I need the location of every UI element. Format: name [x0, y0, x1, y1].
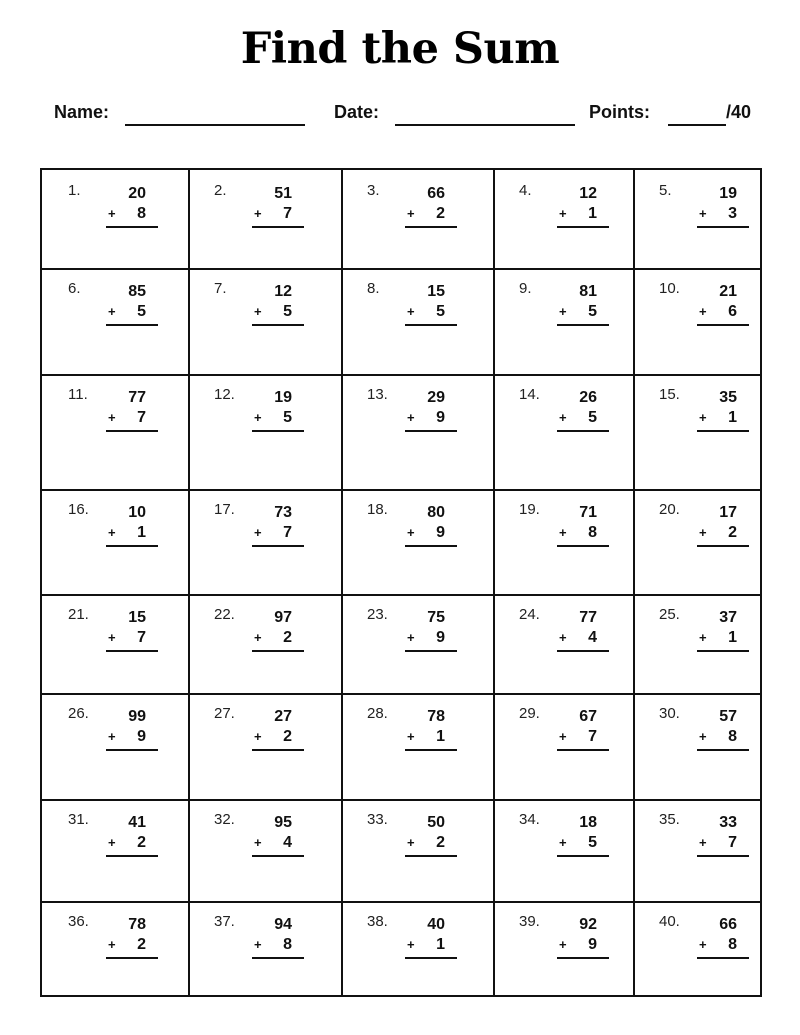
first-addend: 78: [427, 708, 445, 725]
plus-sign: +: [108, 937, 116, 952]
second-addend-row: [405, 204, 457, 228]
problem-cell[interactable]: [633, 489, 762, 594]
addition-problem: [557, 388, 609, 432]
plus-sign: +: [108, 206, 116, 221]
problem-number: 6.: [68, 280, 81, 297]
problem-cell[interactable]: [188, 594, 341, 693]
first-addend: 80: [427, 504, 445, 521]
first-addend: 33: [719, 814, 737, 831]
problem-number: 27.: [214, 705, 235, 722]
plus-sign: +: [407, 835, 415, 850]
first-addend: 78: [128, 916, 146, 933]
addition-problem: [106, 388, 158, 432]
second-addend: 5: [588, 834, 597, 851]
addition-problem: [557, 707, 609, 751]
first-addend: 29: [427, 389, 445, 406]
problem-cell[interactable]: [341, 901, 493, 995]
problem-number: 38.: [367, 913, 388, 930]
problem-cell[interactable]: [493, 489, 633, 594]
problem-number: 29.: [519, 705, 540, 722]
second-addend-row: [557, 628, 609, 652]
problem-number: 34.: [519, 811, 540, 828]
second-addend-row: [697, 523, 749, 547]
second-addend: 2: [283, 629, 292, 646]
plus-sign: +: [254, 206, 262, 221]
second-addend: 2: [283, 728, 292, 745]
plus-sign: +: [254, 410, 262, 425]
second-addend: 1: [436, 728, 445, 745]
second-addend: 6: [728, 303, 737, 320]
first-addend: 21: [719, 283, 737, 300]
addition-problem: [405, 282, 457, 326]
problem-number: 21.: [68, 606, 89, 623]
second-addend-row: [405, 302, 457, 326]
second-addend-row: [252, 628, 304, 652]
first-addend: 66: [719, 916, 737, 933]
plus-sign: +: [699, 304, 707, 319]
first-addend: 15: [427, 283, 445, 300]
second-addend-row: [405, 628, 457, 652]
addition-problem: [557, 813, 609, 857]
problem-cell[interactable]: [188, 799, 341, 901]
first-addend: 77: [128, 389, 146, 406]
second-addend-row: [697, 204, 749, 228]
problem-number: 3.: [367, 182, 380, 199]
problem-number: 30.: [659, 705, 680, 722]
addition-problem: [557, 503, 609, 547]
plus-sign: +: [108, 525, 116, 540]
second-addend: 5: [283, 409, 292, 426]
problem-number: 23.: [367, 606, 388, 623]
addition-problem: [252, 915, 304, 959]
second-addend: 5: [436, 303, 445, 320]
addition-problem: [405, 388, 457, 432]
second-addend: 2: [728, 524, 737, 541]
addition-problem: [557, 608, 609, 652]
second-addend-row: [405, 833, 457, 857]
second-addend: 7: [137, 409, 146, 426]
addition-problem: [697, 388, 749, 432]
addition-problem: [697, 184, 749, 228]
problem-cell[interactable]: [341, 170, 493, 268]
first-addend: 15: [128, 609, 146, 626]
problem-cell[interactable]: [633, 268, 762, 374]
first-addend: 97: [274, 609, 292, 626]
problem-grid: [40, 168, 762, 997]
plus-sign: +: [254, 630, 262, 645]
addition-problem: [405, 184, 457, 228]
first-addend: 50: [427, 814, 445, 831]
second-addend-row: [252, 408, 304, 432]
second-addend: 7: [137, 629, 146, 646]
second-addend: 5: [283, 303, 292, 320]
addition-problem: [106, 282, 158, 326]
problem-number: 24.: [519, 606, 540, 623]
plus-sign: +: [254, 729, 262, 744]
addition-problem: [405, 707, 457, 751]
plus-sign: +: [108, 304, 116, 319]
addition-problem: [405, 608, 457, 652]
second-addend: 9: [436, 409, 445, 426]
problem-cell[interactable]: [341, 268, 493, 374]
addition-problem: [697, 813, 749, 857]
second-addend: 9: [137, 728, 146, 745]
second-addend: 8: [728, 936, 737, 953]
first-addend: 27: [274, 708, 292, 725]
second-addend: 8: [728, 728, 737, 745]
plus-sign: +: [407, 410, 415, 425]
second-addend: 7: [283, 205, 292, 222]
plus-sign: +: [559, 410, 567, 425]
first-addend: 57: [719, 708, 737, 725]
addition-problem: [697, 282, 749, 326]
second-addend-row: [405, 935, 457, 959]
plus-sign: +: [407, 525, 415, 540]
problem-cell[interactable]: [633, 693, 762, 799]
first-addend: 19: [274, 389, 292, 406]
plus-sign: +: [254, 937, 262, 952]
second-addend-row: [106, 408, 158, 432]
plus-sign: +: [559, 206, 567, 221]
name-label: Name:: [54, 102, 110, 122]
second-addend: 2: [436, 205, 445, 222]
problem-cell[interactable]: [188, 374, 341, 489]
first-addend: 77: [579, 609, 597, 626]
problem-number: 40.: [659, 913, 680, 930]
first-addend: 17: [719, 504, 737, 521]
problem-cell[interactable]: [188, 901, 341, 995]
problem-number: 16.: [68, 501, 89, 518]
problem-cell[interactable]: [341, 693, 493, 799]
problem-cell[interactable]: [188, 170, 341, 268]
plus-sign: +: [559, 937, 567, 952]
second-addend-row: [106, 302, 158, 326]
second-addend: 2: [137, 936, 146, 953]
first-addend: 66: [427, 185, 445, 202]
second-addend-row: [697, 727, 749, 751]
first-addend: 37: [719, 609, 737, 626]
second-addend-row: [557, 302, 609, 326]
second-addend: 2: [436, 834, 445, 851]
problem-number: 11.: [68, 386, 88, 403]
first-addend: 19: [719, 185, 737, 202]
second-addend-row: [697, 935, 749, 959]
plus-sign: +: [559, 630, 567, 645]
second-addend-row: [557, 833, 609, 857]
addition-problem: [252, 184, 304, 228]
addition-problem: [252, 388, 304, 432]
first-addend: 99: [128, 708, 146, 725]
problem-number: 32.: [214, 811, 235, 828]
plus-sign: +: [407, 729, 415, 744]
addition-problem: [252, 608, 304, 652]
problem-cell[interactable]: [493, 901, 633, 995]
plus-sign: +: [699, 630, 707, 645]
problem-cell[interactable]: [42, 901, 188, 995]
second-addend: 1: [588, 205, 597, 222]
second-addend-row: [557, 727, 609, 751]
problem-number: 26.: [68, 705, 89, 722]
first-addend: 71: [579, 504, 597, 521]
first-addend: 51: [274, 185, 292, 202]
second-addend-row: [557, 204, 609, 228]
second-addend-row: [106, 628, 158, 652]
addition-problem: [106, 184, 158, 228]
addition-problem: [697, 915, 749, 959]
second-addend-row: [106, 833, 158, 857]
problem-cell[interactable]: [42, 374, 188, 489]
addition-problem: [106, 915, 158, 959]
problem-cell[interactable]: [188, 268, 341, 374]
problem-number: 8.: [367, 280, 380, 297]
date-field[interactable]: [395, 124, 575, 126]
addition-problem: [557, 184, 609, 228]
addition-problem: [697, 608, 749, 652]
addition-problem: [405, 915, 457, 959]
plus-sign: +: [407, 630, 415, 645]
problem-number: 10.: [659, 280, 680, 297]
second-addend-row: [557, 935, 609, 959]
second-addend: 5: [588, 303, 597, 320]
second-addend: 5: [137, 303, 146, 320]
problem-cell[interactable]: [341, 799, 493, 901]
second-addend-row: [697, 302, 749, 326]
second-addend: 9: [588, 936, 597, 953]
second-addend-row: [557, 523, 609, 547]
problem-number: 33.: [367, 811, 388, 828]
problem-number: 13.: [367, 386, 388, 403]
problem-number: 36.: [68, 913, 89, 930]
problem-cell[interactable]: [633, 374, 762, 489]
problem-number: 15.: [659, 386, 680, 403]
problem-cell[interactable]: [188, 693, 341, 799]
first-addend: 95: [274, 814, 292, 831]
problem-cell[interactable]: [493, 170, 633, 268]
plus-sign: +: [108, 835, 116, 850]
second-addend: 1: [728, 409, 737, 426]
plus-sign: +: [108, 410, 116, 425]
first-addend: 85: [128, 283, 146, 300]
second-addend-row: [252, 302, 304, 326]
problem-cell[interactable]: [633, 901, 762, 995]
problem-number: 19.: [519, 501, 540, 518]
problem-cell[interactable]: [633, 170, 762, 268]
addition-problem: [106, 813, 158, 857]
plus-sign: +: [699, 206, 707, 221]
first-addend: 67: [579, 708, 597, 725]
first-addend: 41: [128, 814, 146, 831]
problem-number: 28.: [367, 705, 388, 722]
second-addend: 9: [436, 629, 445, 646]
plus-sign: +: [559, 835, 567, 850]
plus-sign: +: [407, 304, 415, 319]
problem-number: 2.: [214, 182, 227, 199]
problem-cell[interactable]: [42, 799, 188, 901]
problem-cell[interactable]: [633, 799, 762, 901]
points-label: Points:: [589, 102, 650, 122]
addition-problem: [405, 813, 457, 857]
second-addend: 5: [588, 409, 597, 426]
second-addend: 9: [436, 524, 445, 541]
first-addend: 18: [579, 814, 597, 831]
addition-problem: [106, 503, 158, 547]
problem-number: 12.: [214, 386, 235, 403]
problem-cell[interactable]: [42, 594, 188, 693]
problem-number: 25.: [659, 606, 680, 623]
plus-sign: +: [699, 937, 707, 952]
first-addend: 75: [427, 609, 445, 626]
plus-sign: +: [559, 304, 567, 319]
second-addend-row: [252, 523, 304, 547]
addition-problem: [252, 503, 304, 547]
second-addend: 4: [283, 834, 292, 851]
problem-number: 4.: [519, 182, 532, 199]
problem-cell[interactable]: [42, 170, 188, 268]
second-addend: 8: [283, 936, 292, 953]
problem-cell[interactable]: [42, 268, 188, 374]
second-addend: 7: [283, 524, 292, 541]
name-field[interactable]: [125, 124, 305, 126]
problem-number: 22.: [214, 606, 235, 623]
second-addend: 8: [137, 205, 146, 222]
problem-cell[interactable]: [493, 693, 633, 799]
points-total: /40: [726, 102, 752, 122]
plus-sign: +: [699, 729, 707, 744]
problem-cell[interactable]: [42, 489, 188, 594]
first-addend: 73: [274, 504, 292, 521]
plus-sign: +: [407, 206, 415, 221]
problem-cell[interactable]: [188, 489, 341, 594]
problem-cell[interactable]: [341, 374, 493, 489]
second-addend-row: [405, 408, 457, 432]
second-addend-row: [252, 833, 304, 857]
second-addend: 1: [728, 629, 737, 646]
problem-cell[interactable]: [493, 594, 633, 693]
first-addend: 26: [579, 389, 597, 406]
second-addend-row: [106, 204, 158, 228]
addition-problem: [252, 813, 304, 857]
second-addend-row: [106, 727, 158, 751]
problem-number: 5.: [659, 182, 672, 199]
second-addend-row: [405, 523, 457, 547]
second-addend-row: [557, 408, 609, 432]
problem-number: 17.: [214, 501, 235, 518]
problem-cell[interactable]: [493, 268, 633, 374]
plus-sign: +: [699, 835, 707, 850]
problem-cell[interactable]: [341, 594, 493, 693]
addition-problem: [557, 282, 609, 326]
second-addend: 3: [728, 205, 737, 222]
plus-sign: +: [699, 410, 707, 425]
problem-cell[interactable]: [493, 799, 633, 901]
page-title: Find the Sum: [240, 24, 560, 74]
second-addend-row: [106, 523, 158, 547]
addition-problem: [557, 915, 609, 959]
plus-sign: +: [559, 525, 567, 540]
second-addend-row: [252, 204, 304, 228]
first-addend: 40: [427, 916, 445, 933]
problem-number: 37.: [214, 913, 235, 930]
second-addend: 7: [588, 728, 597, 745]
second-addend: 7: [728, 834, 737, 851]
plus-sign: +: [254, 835, 262, 850]
problem-number: 14.: [519, 386, 540, 403]
plus-sign: +: [699, 525, 707, 540]
second-addend-row: [697, 833, 749, 857]
addition-problem: [405, 503, 457, 547]
plus-sign: +: [254, 304, 262, 319]
second-addend: 4: [588, 629, 597, 646]
second-addend-row: [697, 628, 749, 652]
problem-number: 7.: [214, 280, 227, 297]
addition-problem: [697, 503, 749, 547]
plus-sign: +: [559, 729, 567, 744]
second-addend: 8: [588, 524, 597, 541]
problem-number: 31.: [68, 811, 89, 828]
second-addend-row: [252, 935, 304, 959]
addition-problem: [106, 707, 158, 751]
first-addend: 81: [579, 283, 597, 300]
plus-sign: +: [254, 525, 262, 540]
problem-number: 39.: [519, 913, 540, 930]
addition-problem: [252, 707, 304, 751]
first-addend: 12: [274, 283, 292, 300]
addition-problem: [106, 608, 158, 652]
second-addend: 1: [436, 936, 445, 953]
second-addend-row: [252, 727, 304, 751]
first-addend: 12: [579, 185, 597, 202]
plus-sign: +: [108, 630, 116, 645]
problem-cell[interactable]: [42, 693, 188, 799]
second-addend-row: [106, 935, 158, 959]
first-addend: 10: [128, 504, 146, 521]
first-addend: 20: [128, 185, 146, 202]
second-addend-row: [697, 408, 749, 432]
first-addend: 35: [719, 389, 737, 406]
second-addend: 1: [137, 524, 146, 541]
date-label: Date:: [334, 102, 380, 122]
problem-number: 18.: [367, 501, 388, 518]
problem-cell[interactable]: [341, 489, 493, 594]
second-addend-row: [405, 727, 457, 751]
plus-sign: +: [407, 937, 415, 952]
addition-problem: [252, 282, 304, 326]
points-field[interactable]: [668, 124, 726, 126]
problem-number: 35.: [659, 811, 680, 828]
first-addend: 92: [579, 916, 597, 933]
problem-number: 20.: [659, 501, 680, 518]
problem-cell[interactable]: [633, 594, 762, 693]
problem-number: 9.: [519, 280, 532, 297]
first-addend: 94: [274, 916, 292, 933]
problem-number: 1.: [68, 182, 81, 199]
addition-problem: [697, 707, 749, 751]
second-addend: 2: [137, 834, 146, 851]
problem-cell[interactable]: [493, 374, 633, 489]
plus-sign: +: [108, 729, 116, 744]
